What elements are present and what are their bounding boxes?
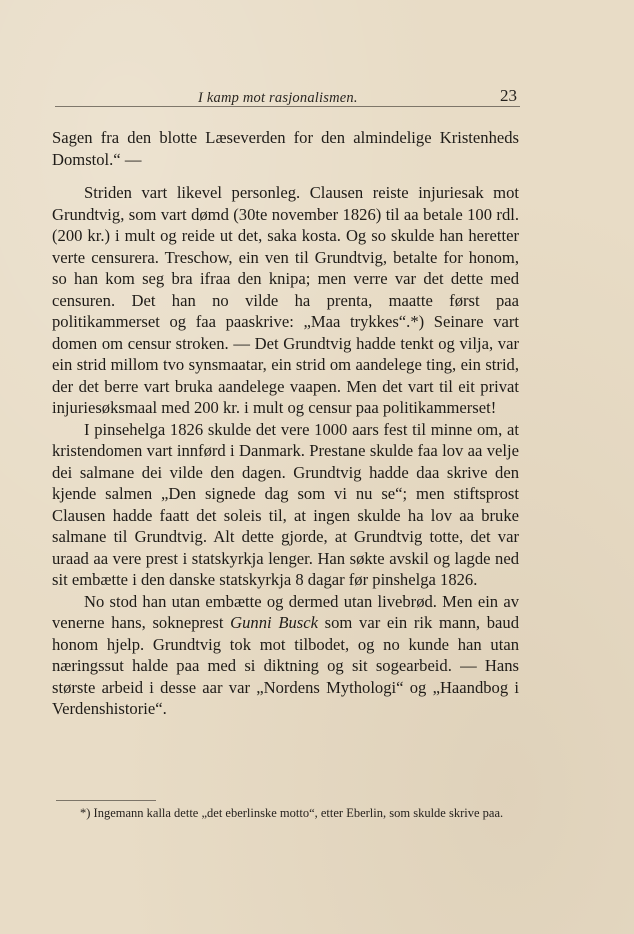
page-number: 23 [500,86,517,105]
body-text [52,127,519,720]
footnote-rule [56,800,156,801]
paragraph-4-text-after: som var ein rik mann, baud honom hjelp. Grundtvig tok mot tilbodet, og no kunde han utan næringssut halde paa med si diktning og sit sogearbeid. — Hans største arbeid i desse aar var „Nordens Mythologi“ og „Haandbog i Verdenshistorie“. [52,613,519,718]
header-rule [55,106,520,107]
running-title: I kamp mot rasjonalismen. [198,90,358,106]
footnote: *) Ingemann kalla dette „det eberlinske motto“, etter Eberlin, som skulde skrive paa. [80,806,504,820]
paragraph-1: Sagen fra den blotte Læseverden for den almindelige Kristenheds Domstol.“ — [52,128,519,169]
paragraph-2: Striden vart likevel personleg. Clausen reiste injuriesak mot Grundtvig, som vart dømd (30te november 1826) til aa betale 100 rdl. (200 kr.) i mult og reide ut det, saka kosta. Og so skulde han heretter verte censurera. Treschow, ein ven til Grundtvig, betalte for honom, so han kom seg bra ifraa den knipa; men verre var det dette med censuren. Det han no vilde ha prenta, maatte først paa politikammerset og faa paaskrive: „Maa trykkes“.*) Seinare vart domen om censur stroken. — Det Grundtvig hadde tenkt og vilja, var ein strid millom tvo synsmaatar, ein strid om aandelege ting, ein strid, der det berre vart bruka aandelege vaapen. Men det vart til eit privat injuriesøksmaal med 200 kr. i mult og censur paa politikammerset! [52,183,519,417]
paragraph-3: I pinsehelga 1826 skulde det vere 1000 aars fest til minne om, at kristendomen vart innførd i Danmark. Prestane skulde faa lov aa velje dei salmane dei vilde den dagen. Grundtvig hadde daa skrive den kjende salmen „Den signede dag som vi nu se“; men stiftsprost Clausen hadde faatt det soleis til, at ingen skulde ha lov aa bruke salmane til Grundtvig. Alt dette gjorde, at Grundtvig totte, det var uraad aa vere prest i statskyrkja lenger. Han søkte avskil og lagde ned sit embætte i den danske statskyrkja 8 dagar før pinshelga 1826. [52,419,519,589]
paragraph-4-text-before: No stod han utan embætte og dermed utan livebrød. Men ein av venerne hans, sokneprest [52,591,519,632]
emphasized-name: Gunni Busck [230,613,318,632]
paragraph-4 [52,591,519,720]
